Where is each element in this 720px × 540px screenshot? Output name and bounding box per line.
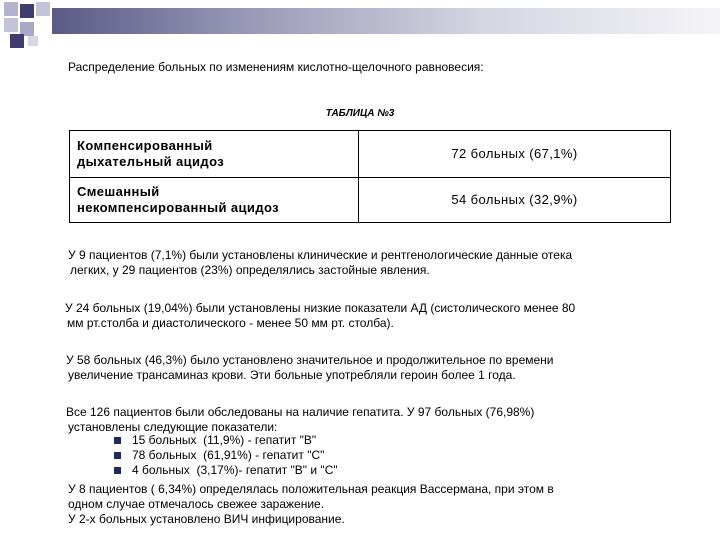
paragraph-wasserman-hiv <box>68 482 554 527</box>
deco-square <box>4 18 18 32</box>
square-bullet-icon <box>114 452 121 459</box>
list-item-text: 4 больных (3,17%)- гепатит "B" и "C" <box>132 463 338 477</box>
table-cell-value: 72 больных (67,1%) <box>359 131 671 178</box>
table-row <box>70 131 671 178</box>
square-bullet-icon <box>114 467 121 474</box>
list-item <box>114 448 338 463</box>
table-cell-value: 54 больных (32,9%) <box>359 178 671 223</box>
row-label-line: Смешанный <box>77 184 160 199</box>
deco-square <box>4 2 18 16</box>
paragraph-blood-pressure <box>65 301 575 331</box>
paragraph-line: Все 126 пациентов были обследованы на наличие гепатита. У 97 больных (76,98%) <box>66 405 535 419</box>
paragraph-transaminases <box>66 353 554 383</box>
header-gradient-bar <box>52 8 720 34</box>
row-label-line: дыхательный ацидоз <box>77 154 225 169</box>
paragraph-line: установлены следующие показатели: <box>68 420 278 434</box>
table-title: ТАБЛИЦА №3 <box>325 108 395 119</box>
paragraph-line: У 58 больных (46,3%) было установлено значительное и продолжительное по времени <box>66 353 554 367</box>
table-row <box>70 178 671 223</box>
deco-square <box>36 2 50 16</box>
list-item <box>114 433 338 448</box>
square-bullet-icon <box>114 437 121 444</box>
table-cell-label <box>70 178 359 223</box>
acidosis-table <box>69 130 671 223</box>
deco-square <box>10 34 24 48</box>
list-item-text: 78 больных (61,91%) - гепатит "C" <box>132 448 325 462</box>
row-label-line: Компенсированный <box>77 138 213 153</box>
paragraph-line: У 9 пациентов (7,1%) были установлены клинические и рентгенологические данные отека <box>68 248 573 262</box>
slide-subtitle: Распределение больных по изменениям кислотно-щелочного равновесия: <box>68 60 484 74</box>
paragraph-line: У 24 больных (19,04%) были установлены низкие показатели АД (систолического менее 80 <box>65 301 576 315</box>
paragraph-hepatitis <box>66 405 534 435</box>
paragraph-line: У 8 пациентов ( 6,34%) определялась положительная реакция Вассермана, при этом в <box>68 482 554 496</box>
paragraph-line: мм рт.столба и диастолического - менее 50 мм рт. столба). <box>67 316 394 330</box>
paragraph-edema <box>68 248 572 278</box>
hepatitis-list <box>114 433 338 478</box>
row-label-line: некомпенсированный ацидоз <box>77 200 279 215</box>
deco-square <box>20 4 34 18</box>
paragraph-line: У 2-х больных установлено ВИЧ инфицирование. <box>68 512 345 526</box>
paragraph-line: одном случае отмечалось свежее заражение. <box>68 497 325 511</box>
paragraph-line: легких, у 29 пациентов (23%) определялись застойные явления. <box>70 263 430 277</box>
list-item <box>114 463 338 478</box>
deco-square <box>28 36 38 46</box>
list-item-text: 15 больных (11,9%) - гепатит "B" <box>132 433 317 447</box>
table-cell-label <box>70 131 359 178</box>
paragraph-line: увеличение трансаминаз крови. Эти больные употребляли героин более 1 года. <box>68 368 516 382</box>
